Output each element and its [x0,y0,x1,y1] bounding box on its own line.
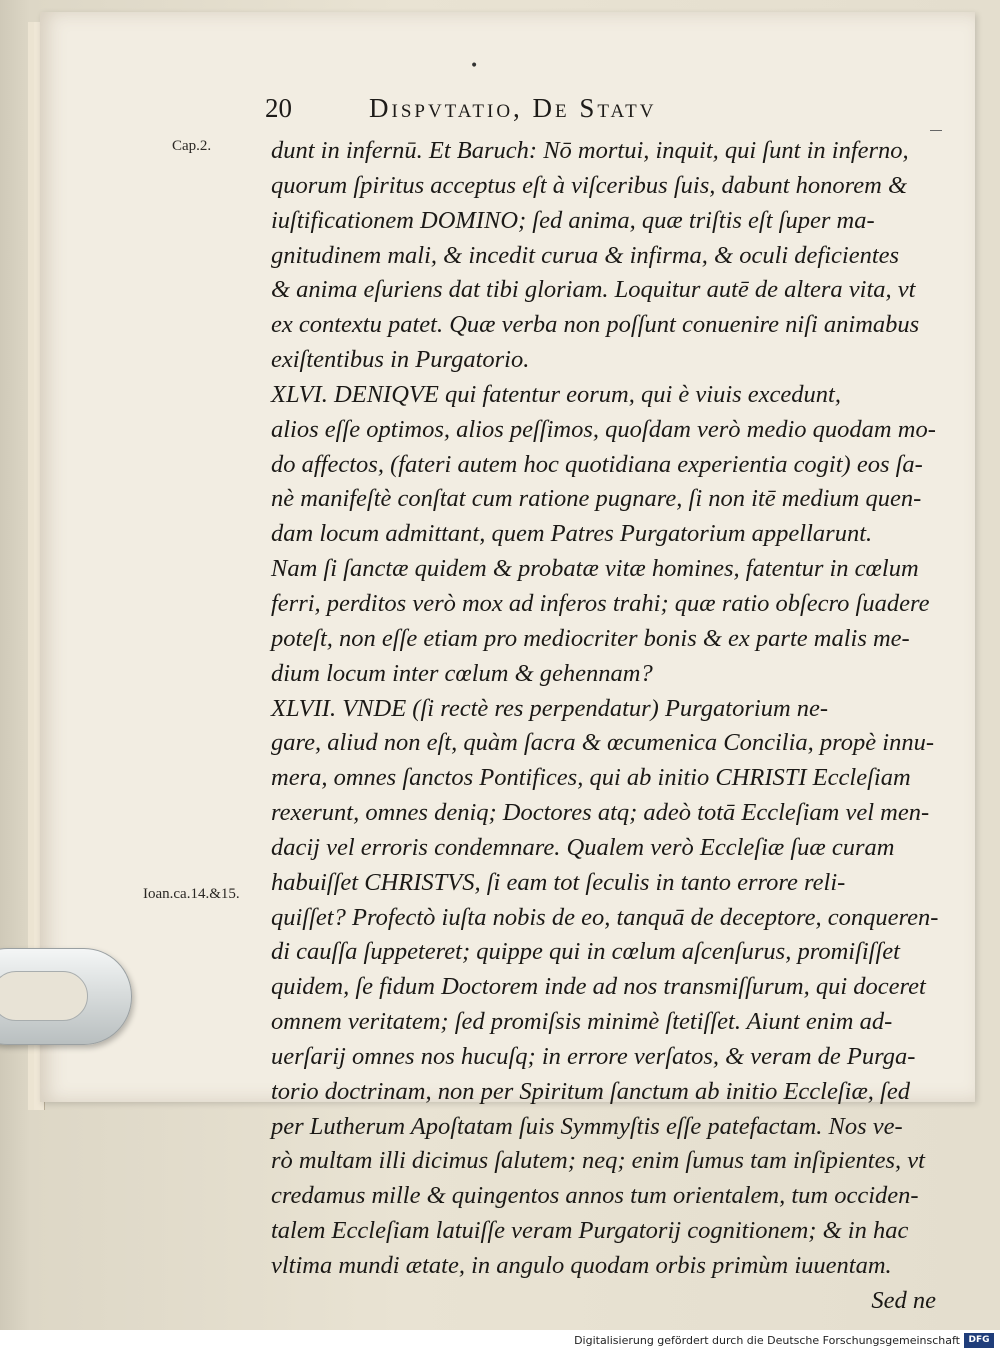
text-line: credamus mille & quingentos annos tum orientalem, tum occiden- [271,1182,919,1210]
clip-slot [0,971,88,1021]
text-line: ferri, perditos verò mox ad inferos trahi; quæ ratio obſecro ſuadere [271,589,930,617]
text-line: dacij vel erroris condemnare. Qualem verò Eccleſiæ ſuæ curam [271,833,895,861]
text-line: vltima mundi ætate, in angulo quodam orbis primùm iuuentam. [271,1252,892,1279]
catchword: Sed ne [871,1286,936,1314]
margin-note-ioan: Ioan.ca.14.&15. [143,886,240,902]
margin-note-cap: Cap.2. [172,138,212,154]
footer-bar [0,1330,1000,1352]
text-line: dam locum admittant, quem Patres Purgatorium appellarunt. [271,520,873,548]
text-line: exiſtentibus in Purgatorio. [271,346,530,374]
corner-mark [930,130,942,131]
text-line: Nam ſi ſanctæ quidem & probatæ vitæ homines, fatentur in cœlum [271,555,919,583]
text-line: per Lutherum Apoſtatam ſuis Symmyſtis eſſe patefactam. Nos ve- [271,1112,903,1140]
text-line: alios eſſe optimos, alios peſſimos, quoſdam verò medio quodam mo- [271,415,936,443]
text-line: iuſtificationem DOMINO; ſed anima, quæ triſtis eſt ſuper ma- [271,206,875,234]
funding-credit: Digitalisierung gefördert durch die Deutsche Forschungsgemeinschaft [574,1334,960,1347]
text-line: talem Eccleſiam latuiſſe veram Purgatorij cognitionem; & in hac [271,1217,909,1245]
running-head: Dispvtatio, De Statv [369,93,657,123]
text-line: do affectos, (fateri autem hoc quotidiana experientia cogit) eos ſa- [271,450,923,478]
text-line: poteſt, non eſſe etiam pro mediocriter bonis & ex parte malis me- [271,624,910,652]
page-clip-icon [0,948,132,1045]
text-line: ex contextu patet. Quæ verba non poſſunt conuenire niſi animabus [271,311,920,339]
text-line: quorum ſpiritus acceptus eſt à viſceribus ſuis, dabunt honorem & [271,171,908,199]
text-line: gare, aliud non eſt, quàm ſacra & œcumenica Concilia, propè innu- [271,729,935,757]
text-line: di cauſſa ſuppeteret; quippe qui in cœlum aſcenſurus, promiſiſſet [271,938,900,966]
text-line: rò multam illi dicimus ſalutem; neq; enim ſumus tam inſipientes, vt [271,1147,925,1175]
text-line: dunt in infernū. Et Baruch: Nō mortui, inquit, qui ſunt in inferno, [271,137,909,164]
text-line: XLVI. DENIQVE qui fatentur eorum, qui è viuis excedunt, [271,380,841,408]
text-line: torio doctrinam, non per Spiritum ſanctum ab initio Eccleſiæ, ſed [271,1077,910,1105]
text-line: nè manifeſtè conſtat cum ratione pugnare, ſi non itē medium quen- [271,485,922,513]
page-header [265,93,925,133]
text-line: omnem veritatem; ſed promiſsis minimè ſtetiſſet. Aiunt enim ad- [271,1008,893,1036]
text-line: dium locum inter cœlum & gehennam? [271,659,653,687]
page-mark: • [470,58,479,74]
page-number: 20 [265,93,292,123]
body-text [271,134,939,1319]
text-line: uerſarij omnes nos hucuſq; in errore verſatos, & veram de Purga- [271,1042,916,1070]
text-line: mera, omnes ſanctos Pontifices, qui ab initio CHRISTI Eccleſiam [271,764,911,792]
text-line: gnitudinem mali, & incedit curua & infirma, & oculi deficientes [271,241,900,269]
text-line: quidem, ſe fidum Doctorem inde ad nos transmiſſurum, qui doceret [271,973,926,1001]
text-line: XLVII. VNDE (ſi rectè res perpendatur) Purgatorium ne- [271,694,829,722]
dfg-logo-icon: DFG [964,1333,994,1348]
text-line: habuiſſet CHRISTVS, ſi eam tot ſeculis in tanto errore reli- [271,868,846,896]
text-line: & anima eſuriens dat tibi gloriam. Loquitur autē de altera vita, vt [271,276,916,304]
text-line: rexerunt, omnes deniq; Doctores atq; adeò totā Eccleſiam vel men- [271,799,930,827]
text-line: quiſſet? Profectò iuſta nobis de eo, tanquā de deceptore, conqueren- [271,903,939,931]
